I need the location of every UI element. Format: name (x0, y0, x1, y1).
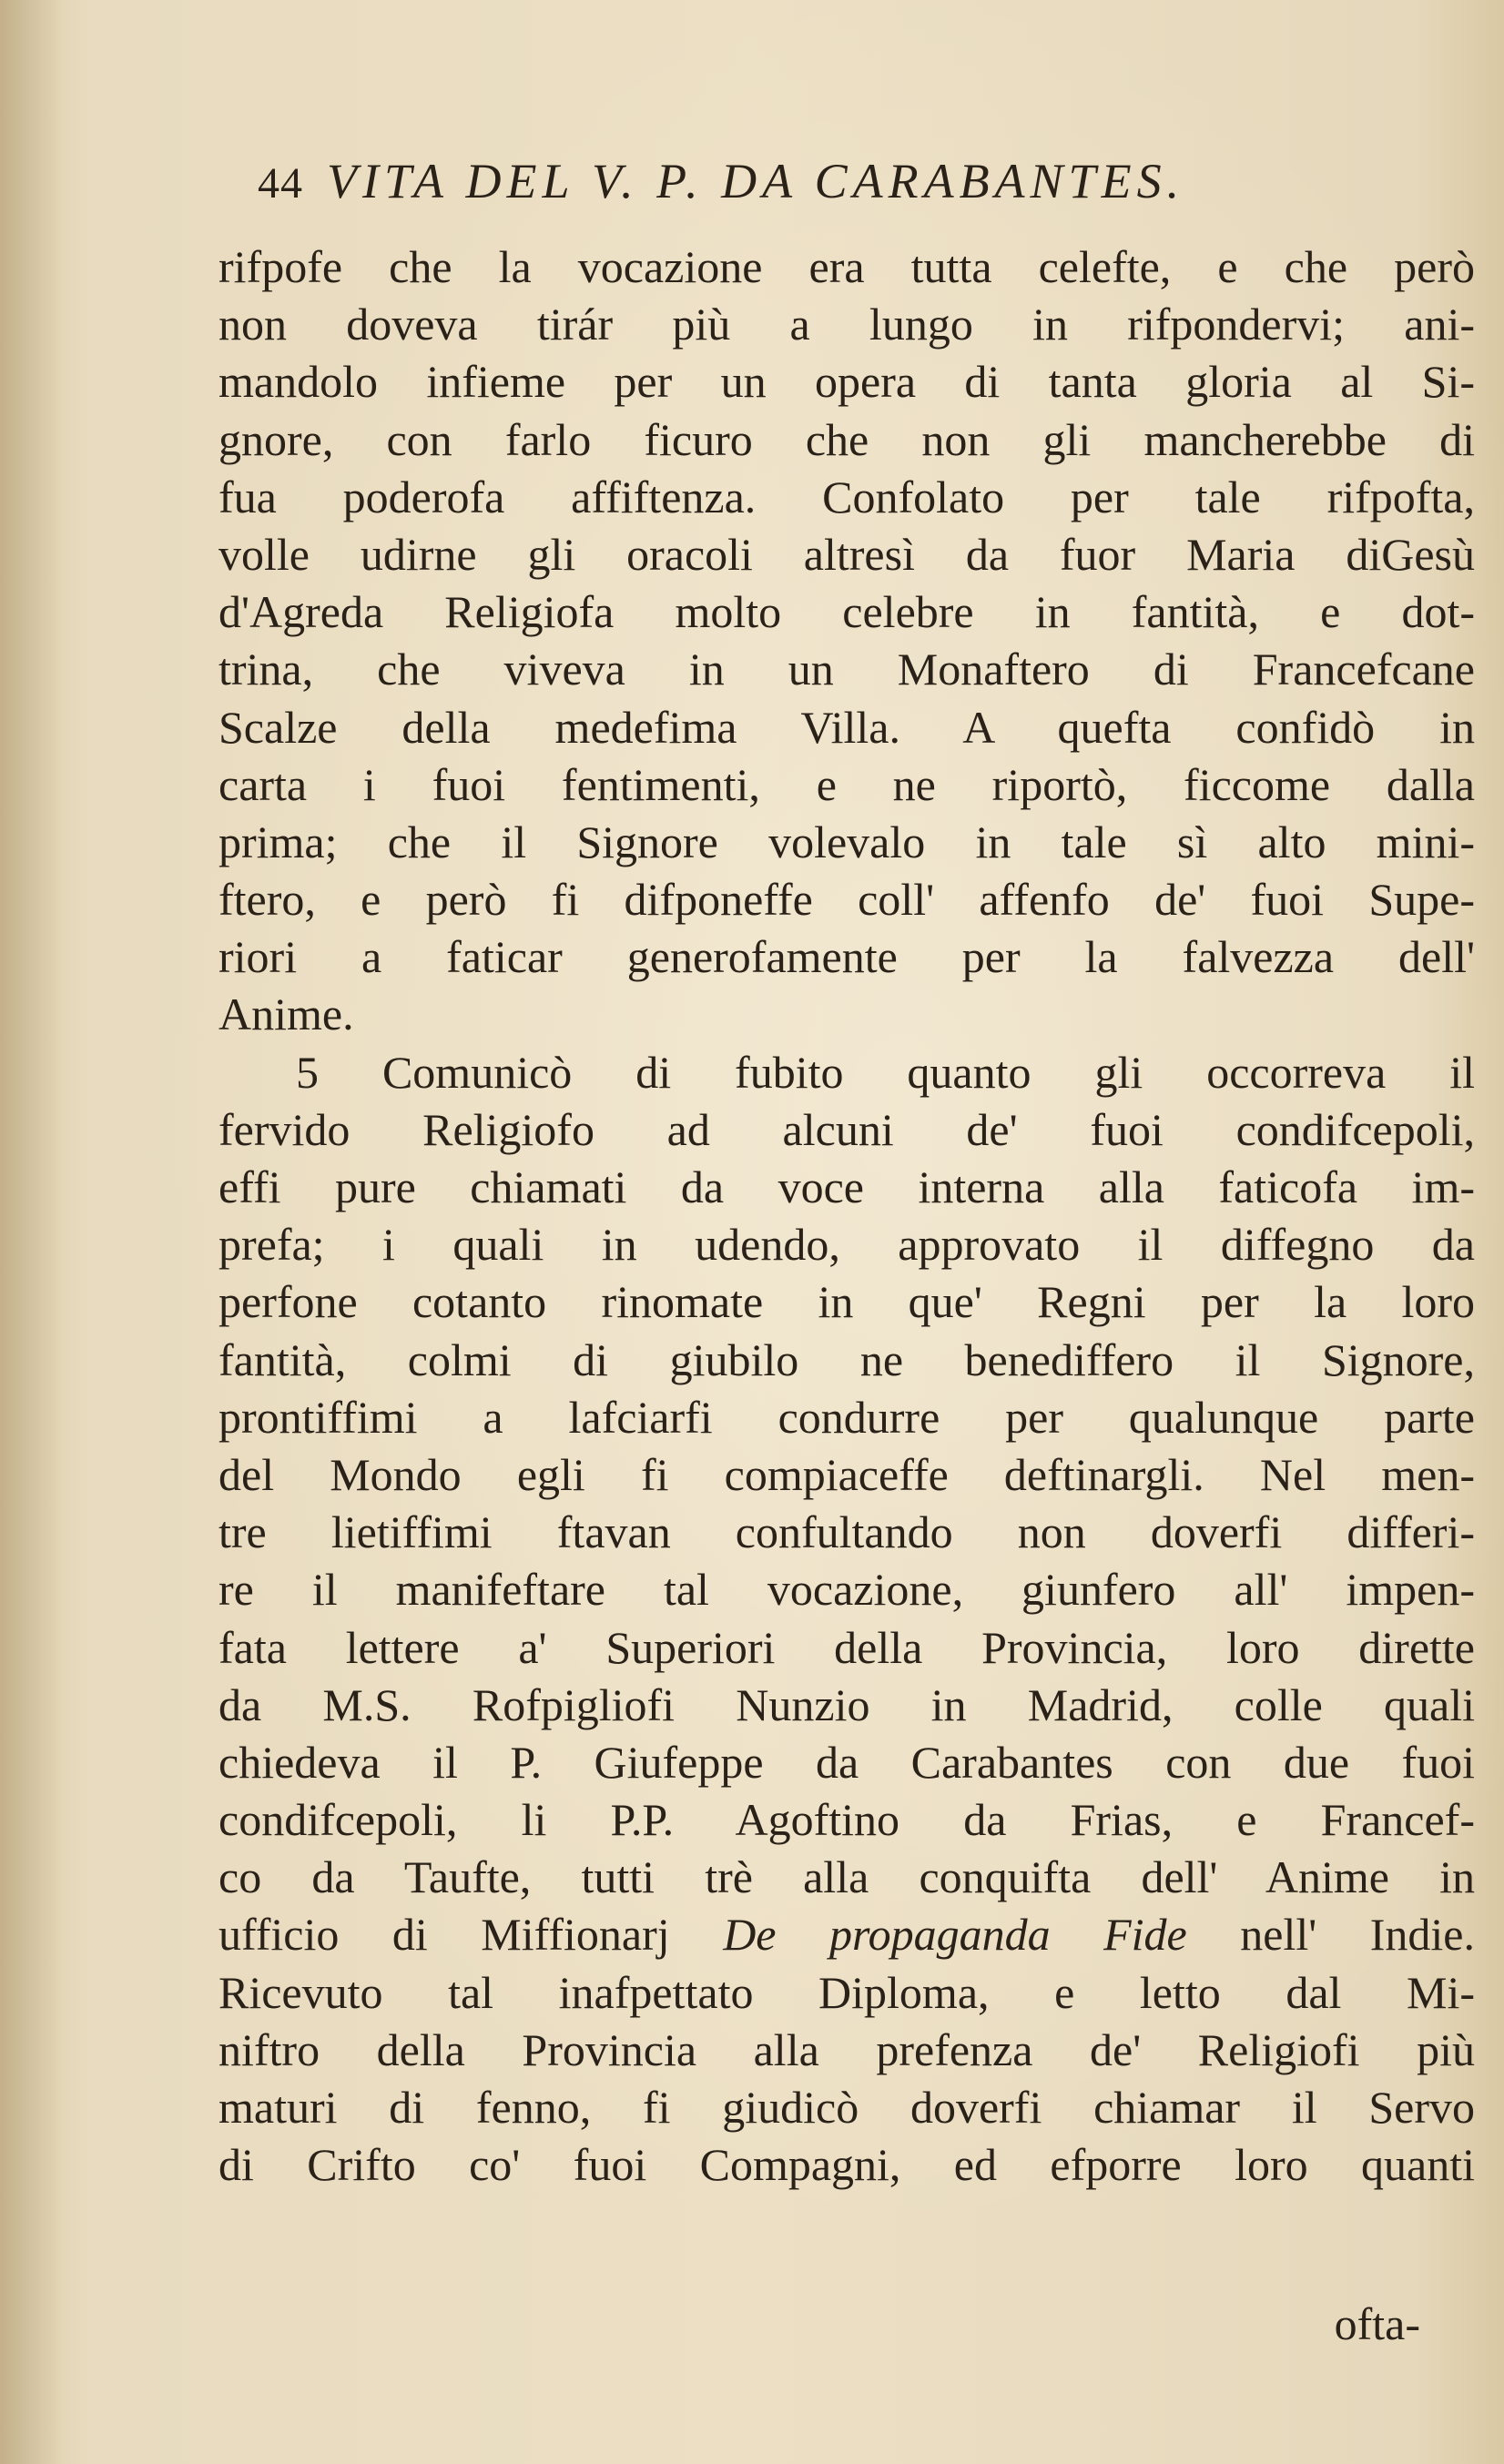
text-line: fantità, colmi di giubilo ne benediffero il Signore, (218, 1333, 1475, 1385)
text-segment: nell' Indie. (1186, 1909, 1475, 1961)
text-line: perfone cotanto rinomate in que' Regni per la loro (218, 1276, 1475, 1328)
text-line: prefa; i quali in udendo, approvato il diffegno da (218, 1219, 1475, 1271)
running-header (258, 153, 1478, 235)
text-line: gnore, con farlo ficuro che non gli mancherebbe di (218, 413, 1475, 465)
text-line: effi pure chiamati da voce interna alla faticofa im- (218, 1161, 1475, 1212)
text-line: rifpofe che la vocazione era tutta celefte, e che però (218, 241, 1475, 292)
catchword: ofta- (1334, 2298, 1420, 2349)
text-line: riori a faticar generofamente per la falvezza dell' (218, 931, 1475, 983)
body-text (218, 238, 1475, 2287)
text-line: trina, che viveva in un Monaftero di Francefcane (218, 644, 1475, 695)
text-line: mandolo infieme per un opera di tanta gloria al Si- (218, 356, 1475, 408)
text-line: prontiffimi a lafciarfi condurre per qualunque parte (218, 1391, 1475, 1443)
text-line: condifcepoli, li P.P. Agoftino da Frias, e Francef- (218, 1794, 1475, 1846)
text-line: Ricevuto tal inafpettato Diploma, e letto dal Mi- (218, 1966, 1475, 2018)
text-line-with-italic (218, 1906, 1475, 1963)
running-title: VITA DEL V. P. DA CARABANTES. (327, 154, 1185, 208)
text-line: fua poderofa affiftenza. Confolato per tale rifpofta, (218, 471, 1475, 522)
text-line: re il manifeftare tal vocazione, giunfero all' impen- (218, 1564, 1475, 1616)
text-line: volle udirne gli oracoli altresì da fuor Maria diGesù (218, 528, 1475, 580)
text-line: fervido Religiofo ad alcuni de' fuoi condifcepoli, (218, 1103, 1475, 1155)
text-line: tre lietiffimi ftavan confultando non doverfi differi- (218, 1506, 1475, 1558)
page-number: 44 (258, 159, 303, 208)
paragraph-start-line: 5 Comunicò di fubito quanto gli occorreva il (296, 1046, 1475, 1098)
text-line: Scalze della medefima Villa. A quefta confidò in (218, 701, 1475, 753)
text-line: maturi di fenno, fi giudicò doverfi chiamar il Servo (218, 2082, 1475, 2133)
text-line: del Mondo egli fi compiaceffe deftinargli. Nel men- (218, 1448, 1475, 1500)
text-line: fata lettere a' Superiori della Provincia, loro dirette (218, 1621, 1475, 1673)
text-line: carta i fuoi fentimenti, e ne riportò, ficcome dalla (218, 758, 1475, 810)
text-segment: ufficio di Miffionarj (218, 1909, 724, 1961)
text-line: niftro della Provincia alla prefenza de' Religiofi più (218, 2023, 1475, 2075)
text-line: d'Agreda Religiofa molto celebre in fantità, e dot- (218, 586, 1475, 638)
spine-shadow (0, 0, 64, 2464)
text-line: ftero, e però fi difponeffe coll' affenfo de' fuoi Supe- (218, 874, 1475, 926)
text-line: di Crifto co' fuoi Compagni, ed efporre loro quanti (218, 2139, 1475, 2191)
paragraph-end-line: Anime. (218, 989, 354, 1040)
text-line: da M.S. Rofpigliofi Nunzio in Madrid, colle quali (218, 1678, 1475, 1730)
text-line: chiedeva il P. Giufeppe da Carabantes con due fuoi (218, 1736, 1475, 1788)
text-line: co da Taufte, tutti trè alla conquifta dell' Anime in (218, 1851, 1475, 1903)
text-line: non doveva tirár più a lungo in rifpondervi; ani- (218, 299, 1475, 350)
text-line: prima; che il Signore volevalo in tale sì alto mini- (218, 816, 1475, 867)
italic-phrase: De propaganda Fide (723, 1909, 1187, 1961)
